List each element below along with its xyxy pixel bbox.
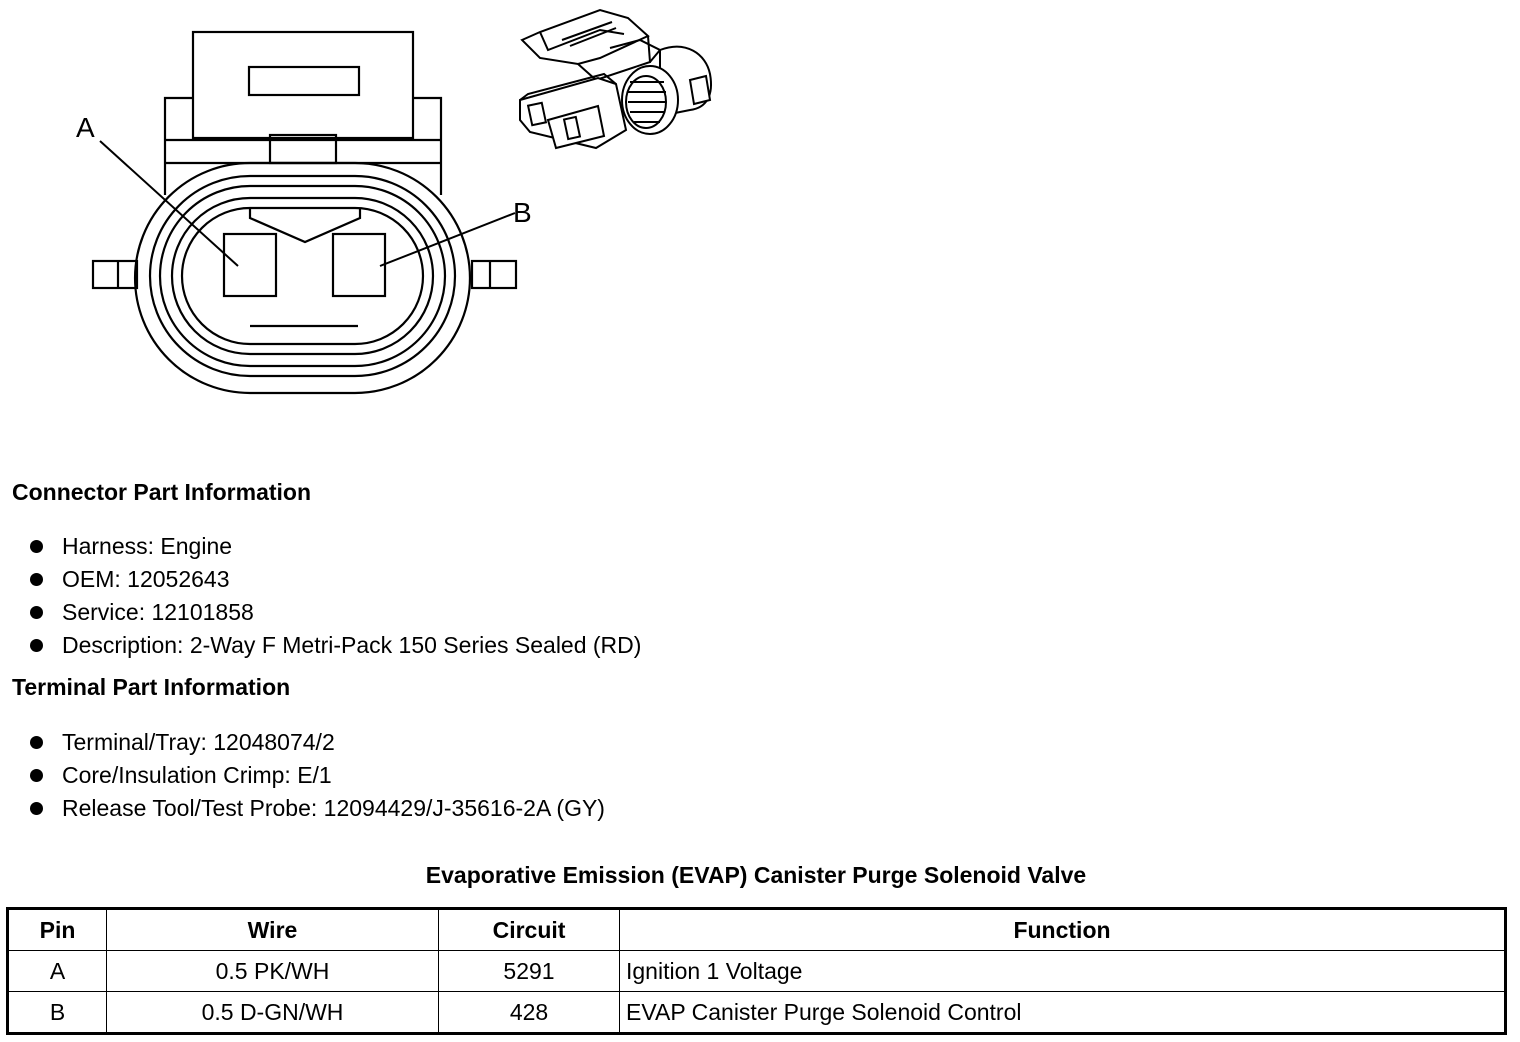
- connector-iso-view: [520, 10, 711, 148]
- bullet-icon: [30, 573, 43, 586]
- cell-function: Ignition 1 Voltage: [620, 951, 1506, 992]
- connector-latch-window: [249, 67, 359, 95]
- table-header-row: [8, 909, 1506, 951]
- callout-line-a: [100, 141, 238, 266]
- header-wire: Wire: [107, 909, 439, 951]
- terminal-info-heading: Terminal Part Information: [12, 674, 291, 700]
- list-item: Service: 12101858: [30, 596, 641, 629]
- bullet-icon: [30, 606, 43, 619]
- callout-label-a: A: [76, 112, 95, 143]
- list-item: Release Tool/Test Probe: 12094429/J-35616-2A (GY): [30, 792, 605, 825]
- cavity-b: [333, 234, 385, 296]
- connector-diagram: [0, 0, 760, 420]
- list-item: Core/Insulation Crimp: E/1: [30, 759, 605, 792]
- connector-info-heading: Connector Part Information: [12, 479, 312, 505]
- list-item: OEM: 12052643: [30, 563, 641, 596]
- table-title: Evaporative Emission (EVAP) Canister Purge Solenoid Valve: [425, 862, 1087, 888]
- cell-circuit: 428: [439, 992, 620, 1034]
- cell-function: EVAP Canister Purge Solenoid Control: [620, 992, 1506, 1034]
- connector-info-list: [30, 530, 641, 662]
- bullet-icon: [30, 540, 43, 553]
- connector-side-peg: [93, 261, 137, 288]
- header-pin: Pin: [8, 909, 107, 951]
- bullet-icon: [30, 736, 43, 749]
- bullet-icon: [30, 769, 43, 782]
- table-row: [8, 951, 1506, 992]
- cell-pin: B: [8, 992, 107, 1034]
- connector-latch: [193, 32, 413, 138]
- header-function: Function: [620, 909, 1506, 951]
- header-circuit: Circuit: [439, 909, 620, 951]
- callout-line-b: [380, 213, 515, 266]
- cavity-a: [224, 234, 276, 296]
- cell-wire: 0.5 D-GN/WH: [107, 992, 439, 1034]
- pinout-table: [6, 907, 1507, 1035]
- terminal-info-list: [30, 726, 605, 825]
- cell-wire: 0.5 PK/WH: [107, 951, 439, 992]
- list-item: Harness: Engine: [30, 530, 641, 563]
- list-item: Description: 2-Way F Metri-Pack 150 Series Sealed (RD): [30, 629, 641, 662]
- callout-label-b: B: [513, 197, 532, 228]
- table-row: [8, 992, 1506, 1034]
- bullet-icon: [30, 639, 43, 652]
- cell-pin: A: [8, 951, 107, 992]
- bullet-icon: [30, 802, 43, 815]
- cell-circuit: 5291: [439, 951, 620, 992]
- list-item: Terminal/Tray: 12048074/2: [30, 726, 605, 759]
